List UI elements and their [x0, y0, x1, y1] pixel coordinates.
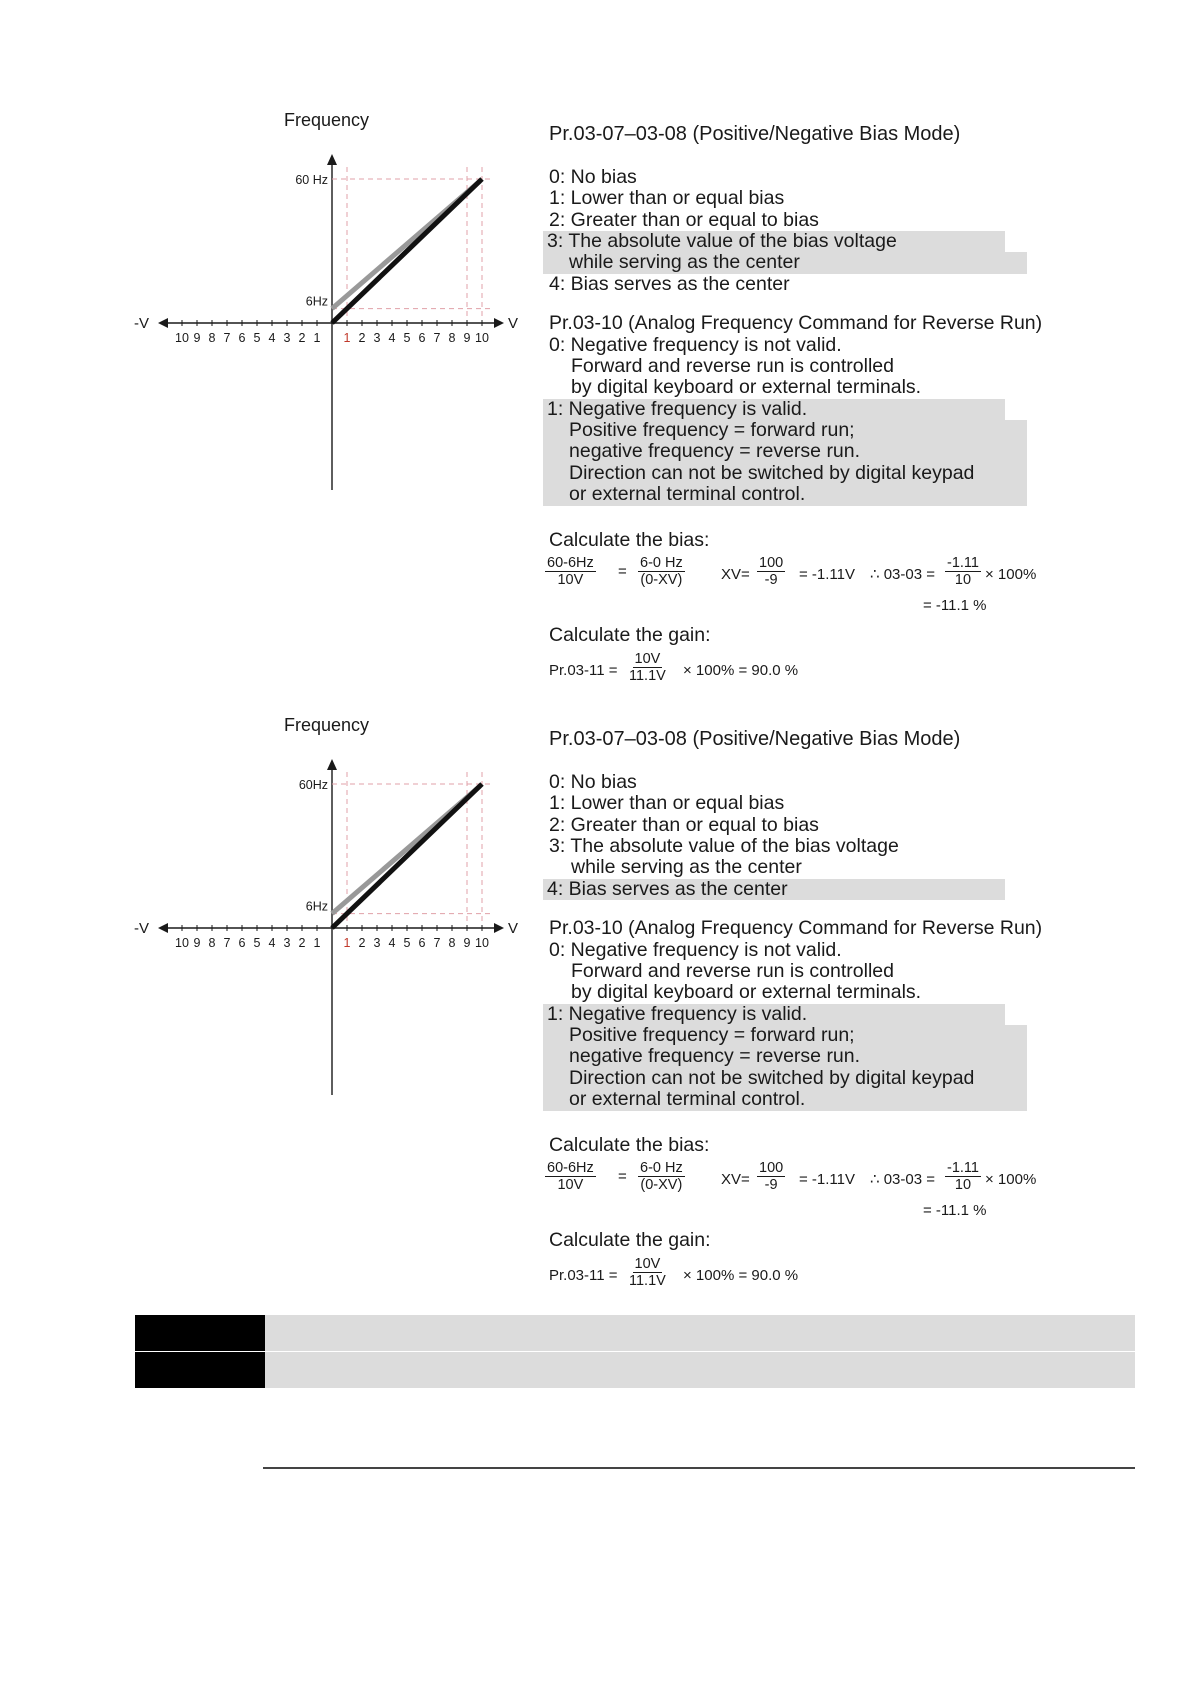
therefore-label: ∴ 03-03 = [870, 566, 936, 584]
fraction-4: $\frac{-1.11}{10}$ [947, 1160, 979, 1194]
bias-result: = -11.1 % [923, 1202, 987, 1220]
x-tick-label: 2 [298, 936, 306, 950]
x-tick-label: 4 [388, 331, 396, 345]
x-tick-label: 5 [403, 331, 411, 345]
table-row-label-2 [135, 1352, 265, 1388]
x-tick-label: 8 [448, 331, 456, 345]
calc-bias-label: Calculate the bias: [549, 1133, 710, 1156]
x-axis-title: V [508, 920, 519, 937]
neg-axis-title: -V [134, 920, 149, 937]
x-tick-label: 7 [223, 936, 231, 950]
equals-sign: = [618, 1168, 627, 1186]
reverse-run-item: 0: Negative frequency is not valid. [549, 333, 842, 356]
bias-equation [545, 551, 1105, 615]
calc-gain-label: Calculate the gain: [549, 624, 711, 647]
xv-result: = -1.11V [799, 1171, 856, 1189]
reverse-run-item: Forward and reverse run is controlled [571, 354, 894, 377]
bias-mode-item: 3: The absolute value of the bias voltage [543, 231, 1005, 252]
reverse-run-title: Pr.03-10 (Analog Frequency Command for Reverse Run) [549, 917, 1043, 940]
bias-mode-item: 4: Bias serves as the center [549, 272, 790, 295]
reverse-run-item: by digital keyboard or external terminals. [571, 981, 922, 1004]
gain-fraction: $\frac{10V}{11.1V}$ [629, 1256, 666, 1290]
x-tick-label: 3 [373, 936, 381, 950]
gain-fraction: $\frac{10V}{11.1V}$ [629, 651, 666, 685]
x-tick-label: 2 [298, 331, 306, 345]
x-tick-label: 1 [313, 331, 321, 345]
x-tick-label: 8 [448, 936, 456, 950]
gain-result: × 100% = 90.0 % [683, 662, 799, 680]
reverse-run-item: negative frequency = reverse run. [543, 1046, 1027, 1067]
x-tick-label: 2 [358, 936, 366, 950]
parameter-text [545, 112, 1105, 686]
chart-svg [134, 715, 519, 1117]
x-tick-label: 7 [223, 331, 231, 345]
x-tick-label: 6 [238, 936, 246, 950]
x-axis-arrow-left [158, 318, 168, 328]
therefore-label: ∴ 03-03 = [870, 1171, 936, 1189]
x-tick-label: 10 [175, 936, 189, 950]
table-row-2 [135, 1352, 1135, 1388]
fraction-3: $\frac{100}{-9}$ [759, 1160, 784, 1194]
x-tick-label: 9 [193, 331, 201, 345]
x-tick-label: 1 [343, 331, 351, 345]
footer-divider [263, 1467, 1135, 1469]
x-tick-label: 10 [475, 936, 489, 950]
fraction-3: $\frac{100}{-9}$ [759, 555, 784, 589]
x-tick-label: 10 [475, 331, 489, 345]
x-tick-label: 9 [463, 936, 471, 950]
x-tick-label: 4 [268, 936, 276, 950]
calc-gain-label: Calculate the gain: [549, 1229, 711, 1252]
reverse-run-item: Direction can not be switched by digital keypad [543, 463, 1027, 484]
x-tick-label: 1 [313, 936, 321, 950]
reverse-run-item: 1: Negative frequency is valid. [543, 399, 1005, 420]
x-tick-label: 8 [208, 936, 216, 950]
reverse-run-item: or external terminal control. [543, 484, 1027, 505]
times-100: × 100% [985, 1171, 1037, 1189]
bias-mode-item: while serving as the center [571, 856, 802, 879]
x-axis-arrow-left [158, 923, 168, 933]
y-tick-6hz: 6Hz [305, 294, 328, 309]
fraction-1: $\frac{60-6Hz}{10V}$ [547, 555, 594, 589]
x-tick-label: 10 [175, 331, 189, 345]
x-axis-title: V [508, 315, 519, 332]
y-tick-60hz: 60Hz [298, 778, 328, 792]
x-tick-label: 2 [358, 331, 366, 345]
example-block-1 [0, 112, 1191, 712]
bias-mode-title: Pr.03-07–03-08 (Positive/Negative Bias Mode) [549, 728, 961, 750]
x-tick-label: 3 [373, 331, 381, 345]
x-tick-label: 7 [433, 331, 441, 345]
reverse-run-item: Direction can not be switched by digital keypad [543, 1068, 1027, 1089]
fraction-1: $\frac{60-6Hz}{10V}$ [547, 1160, 594, 1194]
reverse-run-item: or external terminal control. [543, 1089, 1027, 1110]
reverse-run-item: Forward and reverse run is controlled [571, 959, 894, 982]
bias-mode-item: 2: Greater than or equal to bias [549, 208, 819, 231]
x-tick-label: 5 [253, 331, 261, 345]
example-block-2 [0, 717, 1191, 1317]
frequency-chart [134, 715, 519, 1117]
x-tick-label: 6 [418, 331, 426, 345]
x-tick-label: 4 [388, 936, 396, 950]
gain-label: Pr.03-11 = [549, 1267, 618, 1285]
gain-equation [545, 1251, 1105, 1291]
gain-result: × 100% = 90.0 % [683, 1267, 799, 1285]
reverse-run-title: Pr.03-10 (Analog Frequency Command for Reverse Run) [549, 312, 1043, 335]
bias-mode-item: 4: Bias serves as the center [543, 879, 1005, 900]
bias-mode-item: 1: Lower than or equal bias [549, 187, 785, 210]
x-tick-label: 9 [193, 936, 201, 950]
bias-result: = -11.1 % [923, 597, 987, 615]
fraction-4: $\frac{-1.11}{10}$ [947, 555, 979, 589]
neg-axis-title: -V [134, 315, 149, 332]
gain-label: Pr.03-11 = [549, 662, 618, 680]
x-tick-label: 6 [238, 331, 246, 345]
x-tick-label: 4 [268, 331, 276, 345]
series-black-line [332, 179, 482, 323]
bias-mode-item: 2: Greater than or equal to bias [549, 813, 819, 836]
frequency-chart [134, 110, 519, 512]
gain-equation [545, 646, 1105, 686]
bias-mode-item: 0: No bias [549, 165, 637, 188]
x-tick-label: 1 [343, 936, 351, 950]
x-tick-label: 9 [463, 331, 471, 345]
x-tick-label: 3 [283, 936, 291, 950]
xv-label: XV= [721, 566, 750, 584]
times-100: × 100% [985, 566, 1037, 584]
series-black-line [332, 784, 482, 928]
bias-mode-item: 3: The absolute value of the bias voltage [549, 834, 899, 857]
chart-svg [134, 110, 519, 512]
reverse-run-item: by digital keyboard or external terminals. [571, 376, 922, 399]
bias-mode-item: 1: Lower than or equal bias [549, 792, 785, 815]
y-axis-arrow [327, 759, 337, 770]
y-axis-arrow [327, 154, 337, 165]
reverse-run-item: 1: Negative frequency is valid. [543, 1004, 1005, 1025]
x-tick-label: 5 [403, 936, 411, 950]
equals-sign: = [618, 563, 627, 581]
y-axis-title: Frequency [284, 715, 370, 735]
reverse-run-item: negative frequency = reverse run. [543, 441, 1027, 462]
fraction-2: $\frac{6-0 Hz}{(0-XV)}$ [640, 1160, 683, 1194]
x-tick-label: 6 [418, 936, 426, 950]
xv-result: = -1.11V [799, 566, 856, 584]
x-tick-label: 5 [253, 936, 261, 950]
x-tick-label: 7 [433, 936, 441, 950]
y-axis-title: Frequency [284, 110, 370, 130]
parameter-text [545, 717, 1105, 1291]
y-tick-6hz: 6Hz [305, 899, 328, 914]
bias-mode-item: 0: No bias [549, 770, 637, 793]
x-axis-arrow-right [494, 318, 504, 328]
x-axis-arrow-right [494, 923, 504, 933]
calc-bias-label: Calculate the bias: [549, 528, 710, 551]
reverse-run-item: 0: Negative frequency is not valid. [549, 938, 842, 961]
xv-label: XV= [721, 1171, 750, 1189]
table-row-1 [135, 1315, 1135, 1351]
bias-mode-title: Pr.03-07–03-08 (Positive/Negative Bias Mode) [549, 123, 961, 145]
bias-mode-item: while serving as the center [543, 252, 1027, 273]
reverse-run-item: Positive frequency = forward run; [543, 420, 1027, 441]
x-tick-label: 8 [208, 331, 216, 345]
y-tick-60hz: 60 Hz [295, 173, 328, 187]
fraction-2: $\frac{6-0 Hz}{(0-XV)}$ [640, 555, 683, 589]
bias-equation [545, 1156, 1105, 1220]
x-tick-label: 3 [283, 331, 291, 345]
table-row-label-1 [135, 1315, 265, 1351]
reverse-run-item: Positive frequency = forward run; [543, 1025, 1027, 1046]
